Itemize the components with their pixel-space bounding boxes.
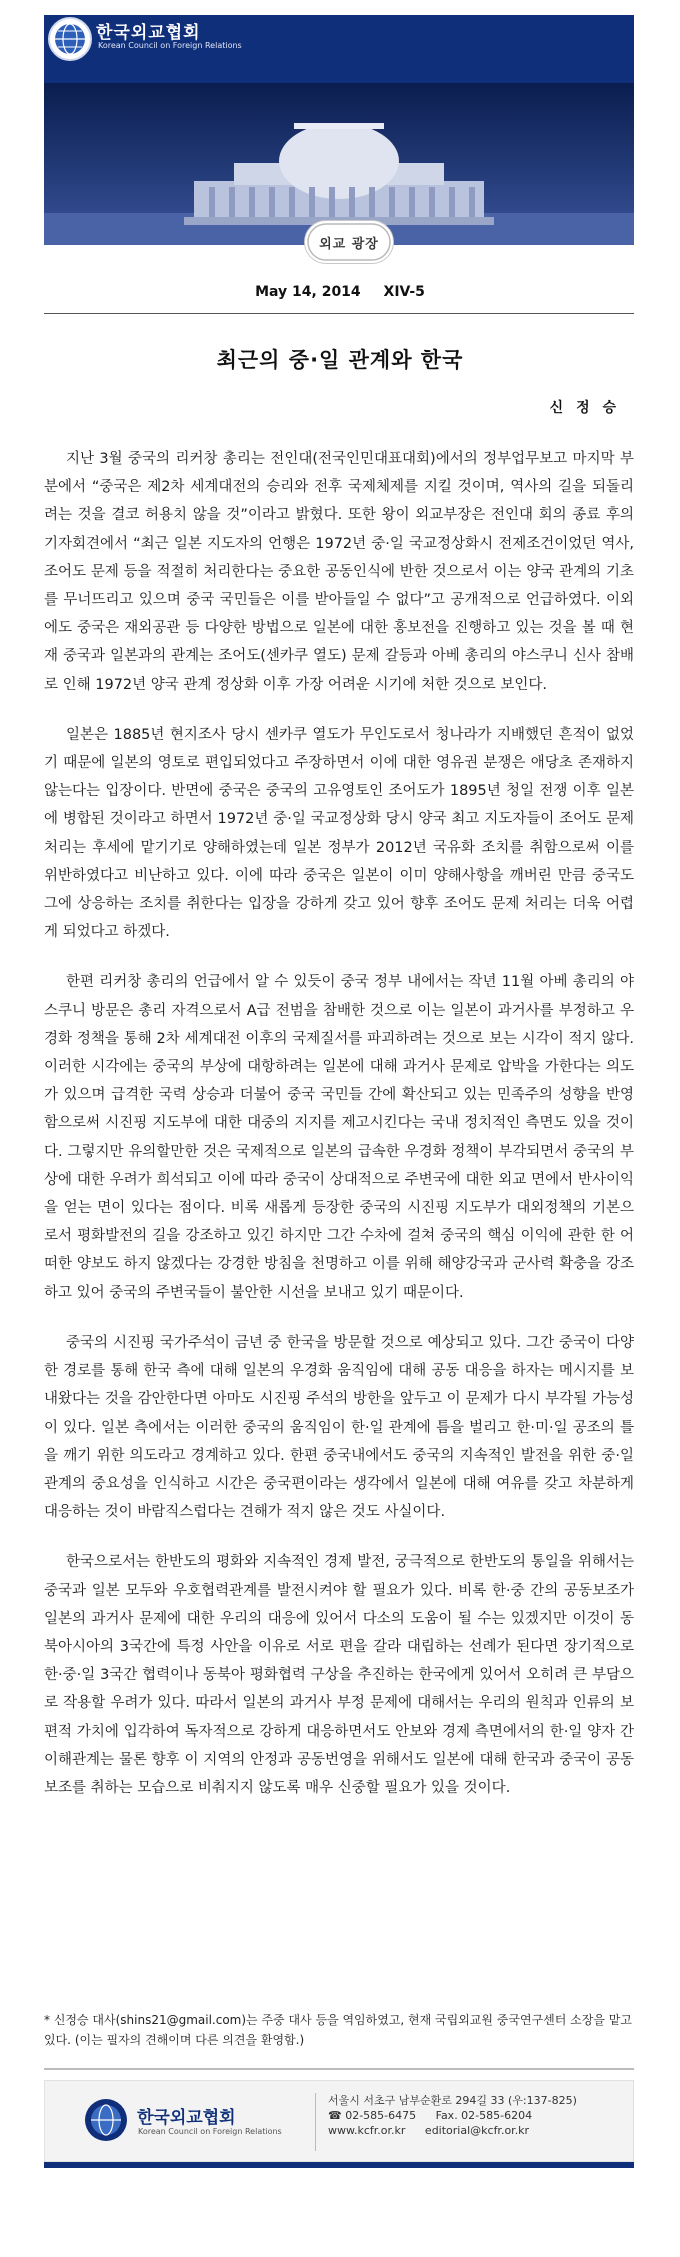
footer-org-name-en: Korean Council on Foreign Relations [138, 2127, 282, 2136]
paragraph: 한편 리커창 총리의 언급에서 알 수 있듯이 중국 정부 내에서는 작년 11월 아베 총리의 야스쿠니 방문은 총리 자격으로서 A급 전범을 참배한 것으로 이는 일본이 과거사를 부정하고 우경화 정책을 통해 2차 세계대전 이후의 국제질서를 파괴하려는 것으로 보는 시각이 적지 않다. 이러한 시각에는 중국의 부상에 대항하려는 일본에 대해 과거사 문제로 압박을 가한다는 의도가 있으며 급격한 국력 상승과 더불어 중국 국민들 간에 확산되고 있는 민족주의 성향을 반영함으로써 시진핑 지도부에 대한 대중의 지지를 제고시킨다는 국내 정치적인 측면도 있을 것이다. 그렇지만 유의할만한 것은 국제적으로 일본의 급속한 우경화 정책이 부각되면서 중국의 부상에 대한 우려가 희석되고 이에 따라 중국이 상대적으로 주변국에 대한 외교 면에서 반사이익을 얻는 면이 있다는 점이다. 비록 새롭게 등장한 중국의 시진핑 지도부가 대외정책의 기본으로서 평화발전의 길을 강조하고 있긴 하지만 그간 수차에 걸쳐 중국의 핵심 이익에 관한 한 어떠한 양보도 하지 않겠다는 강경한 방침을 천명하고 이를 위해 해양강국과 군사력 확충을 강조하고 있어 중국의 주변국들이 불안한 시선을 보내고 있기 때문이다. [44, 974, 634, 1301]
plaza-seal [304, 220, 394, 264]
article-title: 최근의 중·일 관계와 한국 [216, 348, 464, 372]
globe-icon [50, 19, 90, 59]
footer-contact [328, 2093, 577, 2138]
footer-fax: Fax. 02-585-6204 [435, 2109, 533, 2122]
footer-phone: ☎ 02-585-6475 [328, 2109, 417, 2122]
bottom-strip [44, 2162, 634, 2168]
plaza-label: 외교 광장 [319, 236, 379, 252]
council-logo [48, 17, 92, 61]
footer-address: 서울시 서초구 남부순환로 294길 33 (우:137-825) [328, 2094, 577, 2107]
footer-logo [85, 2099, 127, 2141]
org-name-en: Korean Council on Foreign Relations [98, 41, 242, 50]
paragraph: 중국의 시진핑 국가주석이 금년 중 한국을 방문할 것으로 예상되고 있다. 그간 중국이 다양한 경로를 통해 한국 측에 대해 일본의 우경화 움직임에 대해 공동 대응을 하자는 메시지를 보내왔다는 것을 감안한다면 아마도 시진핑 주석의 방한을 앞두고 이 문제가 다시 부각될 가능성이 있다. 일본 측에서는 이러한 중국의 움직임이 한·일 관계에 틈을 벌리고 한·미·일 공조의 틀을 깨기 위한 의도라고 경계하고 있다. 한편 중국내에서도 중국의 지속적인 발전을 위한 중·일 관계의 중요성을 인식하고 시간은 중국편이라는 생각에서 일본에 대해 여유를 갖고 차분하게 대응하는 것이 바람직스럽다는 견해가 적지 않은 것도 사실이다. [44, 1334, 634, 1521]
footer [44, 2080, 634, 2162]
paragraph: 지난 3월 중국의 리커창 총리는 전인대(전국인민대표대회)에서의 정부업무보고 마지막 부분에서 “중국은 제2차 세계대전의 승리와 전후 국제체제를 지킬 것이며, 역사의 길을 되돌리려는 것을 결코 허용치 않을 것”이라고 밝혔다. 또한 왕이 외교부장은 전인대 회의 종료 후의 기자회견에서 “최근 일본 지도자의 언행은 1972년 중·일 국교정상화시 전제조건이었던 역사, 조어도 문제 등을 적절히 처리한다는 중요한 공동인식에 반한 것으로서 이는 양국 관계의 기초를 무너뜨리고 있으며 중국 국민들은 이를 받아들일 수 없다”고 공개적으로 언급하였다. 이외에도 중국은 재외공관 등 다양한 방법으로 일본에 대한 홍보전을 진행하고 있는 것을 볼 때 현재 중국과 일본과의 관계는 조어도(센카쿠 열도) 문제 갈등과 아베 총리의 야스쿠니 신사 참배로 인해 1972년 양국 관계 정상화 이후 가장 어려운 시기에 처한 것으로 보인다. [44, 451, 634, 693]
article-body [44, 445, 634, 1824]
globe-icon [85, 2099, 127, 2141]
footer-org-name: 한국외교협회 [137, 2108, 236, 2128]
org-name: 한국외교협회 [96, 23, 201, 43]
footer-divider [315, 2093, 316, 2151]
article-author: 신 정 승 [549, 400, 620, 416]
issue-number: XIV-5 [383, 284, 425, 300]
footer-email[interactable]: editorial@kcfr.or.kr [424, 2124, 530, 2137]
divider-bottom [44, 2068, 634, 2070]
issue-line [0, 284, 680, 300]
footer-website[interactable]: www.kcfr.or.kr [328, 2124, 406, 2137]
divider-top [44, 313, 634, 314]
paragraph: 한국으로서는 한반도의 평화와 지속적인 경제 발전, 궁극적으로 한반도의 통일을 위해서는 중국과 일본 모두와 우호협력관계를 발전시켜야 할 필요가 있다. 비록 한·중 간의 공동보조가 일본의 과거사 문제에 대한 우리의 대응에 있어서 다소의 도움이 될 수는 있겠지만 이것이 동북아시아의 3국간에 특정 사안을 이유로 서로 편을 갈라 대립하는 선례가 된다면 장기적으로 한·중·일 3국간 협력이나 동북아 평화협력 구상을 추진하는 한국에게 있어서 오히려 큰 부담으로 작용할 우려가 있다. 따라서 일본의 과거사 부정 문제에 대해서는 우리의 원칙과 인류의 보편적 가치에 입각하여 독자적으로 강하게 대응하면서도 안보와 경제 측면에서의 한·일 양자 간 이해관계는 물론 향후 이 지역의 안정과 공동번영을 위해서도 일본에 대해 한국과 중국이 공동보조를 취하는 모습으로 비춰지지 않도록 매우 신중할 필요가 있을 것이다. [44, 1554, 634, 1796]
author-footnote: * 신정승 대사(shins21@gmail.com)는 주중 대사 등을 역임하였고, 현재 국립외교원 중국연구센터 소장을 맡고 있다. (이는 필자의 견해이며 다른 의견을 환영함.) [44, 2013, 632, 2047]
paragraph: 일본은 1885년 현지조사 당시 센카쿠 열도가 무인도로서 청나라가 지배했던 흔적이 없었기 때문에 일본의 영토로 편입되었다고 주장하면서 이에 대한 영유권 분쟁은 애당초 존재하지 않는다는 입장이다. 반면에 중국은 중국의 고유영토인 조어도가 1895년 청일 전쟁 이후 일본에 병합된 것이라고 하면서 1972년 중·일 국교정상화 당시 양국 최고 지도자들이 조어도 문제 처리는 후세에 맡기기로 양해하였는데 일본 정부가 2012년 국유화 조치를 취함으로써 이를 위반하였다고 비난하고 있다. 이에 따라 중국은 일본이 이미 양해사항을 깨버린 만큼 중국도 그에 상응하는 조치를 취한다는 입장을 강하게 갖고 있어 향후 조어도 문제 처리는 더욱 어렵게 되었다고 하겠다. [44, 726, 634, 941]
issue-date: May 14, 2014 [255, 284, 361, 300]
